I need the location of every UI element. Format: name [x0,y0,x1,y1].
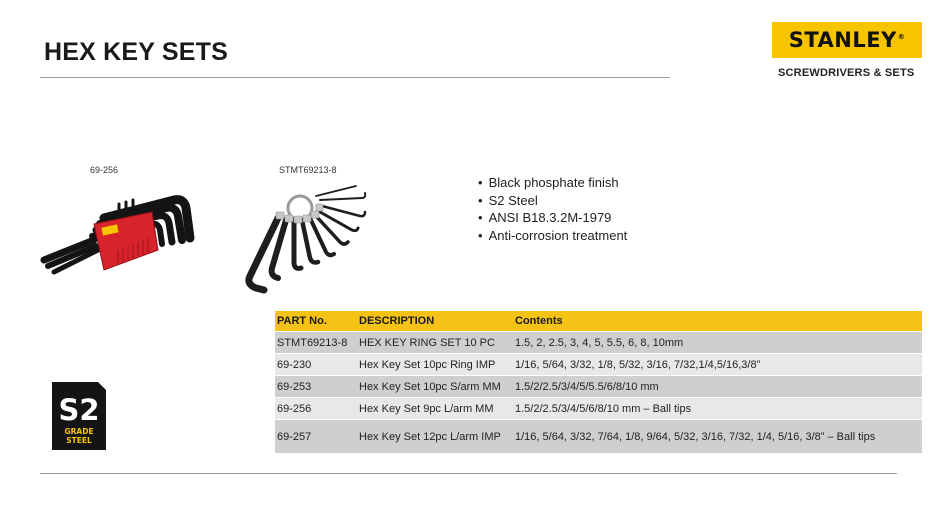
feature-item: • S2 Steel [478,192,627,210]
cell-contents: 1/16, 5/64, 3/32, 7/64, 1/8, 9/64, 5/32, 3/16, 7/32, 1/4, 5/16, 3/8” – Ball tips [513,420,922,454]
hex-key-ring-image [238,184,378,296]
svg-text:S2: S2 [58,393,100,427]
page-title: HEX KEY SETS [44,38,228,66]
cell-part-no: STMT69213-8 [275,332,357,354]
col-header-contents: Contents [513,311,922,332]
cell-part-no: 69-253 [275,376,357,398]
cell-contents: 1.5, 2, 2.5, 3, 4, 5, 5.5, 6, 8, 10mm [513,332,922,354]
table-row [275,376,922,398]
cell-description: Hex Key Set 12pc L/arm IMP [357,420,513,454]
svg-text:GRADE: GRADE [64,427,94,436]
title-divider [40,77,670,78]
s2-grade-steel-badge [52,382,106,450]
category-label: SCREWDRIVERS & SETS [778,67,915,79]
feature-item: • Anti-corrosion treatment [478,227,627,245]
table-header-row [275,311,922,332]
cell-part-no: 69-257 [275,420,357,454]
cell-description: Hex Key Set 10pc S/arm MM [357,376,513,398]
col-header-description: DESCRIPTION [357,311,513,332]
cell-description: Hex Key Set 9pc L/arm MM [357,398,513,420]
cell-description: Hex Key Set 10pc Ring IMP [357,354,513,376]
svg-text:STEEL: STEEL [66,436,92,445]
cell-contents: 1.5/2/2.5/3/4/5/5.5/6/8/10 mm [513,376,922,398]
table-row [275,354,922,376]
feature-item: • Black phosphate finish [478,174,627,192]
feature-item: • ANSI B18.3.2M-1979 [478,209,627,227]
brand-name: STANLEY® [788,28,906,52]
cell-part-no: 69-256 [275,398,357,420]
hex-key-set-holder-image [34,190,199,282]
stanley-logo [772,22,922,58]
bottom-divider [40,473,897,474]
cell-contents: 1/16, 5/64, 3/32, 1/8, 5/32, 3/16, 7/32,1/4,5/16,3/8” [513,354,922,376]
spec-table [275,311,922,453]
table-row [275,398,922,420]
cell-contents: 1.5/2/2.5/3/4/5/6/8/10 mm – Ball tips [513,398,922,420]
table-row [275,332,922,354]
image-label-stmt69213-8: STMT69213-8 [279,165,337,175]
image-label-69-256: 69-256 [90,165,119,175]
cell-part-no: 69-230 [275,354,357,376]
feature-list [478,174,627,244]
cell-description: HEX KEY RING SET 10 PC [357,332,513,354]
table-row [275,420,922,454]
col-header-part-no: PART No. [275,311,357,332]
